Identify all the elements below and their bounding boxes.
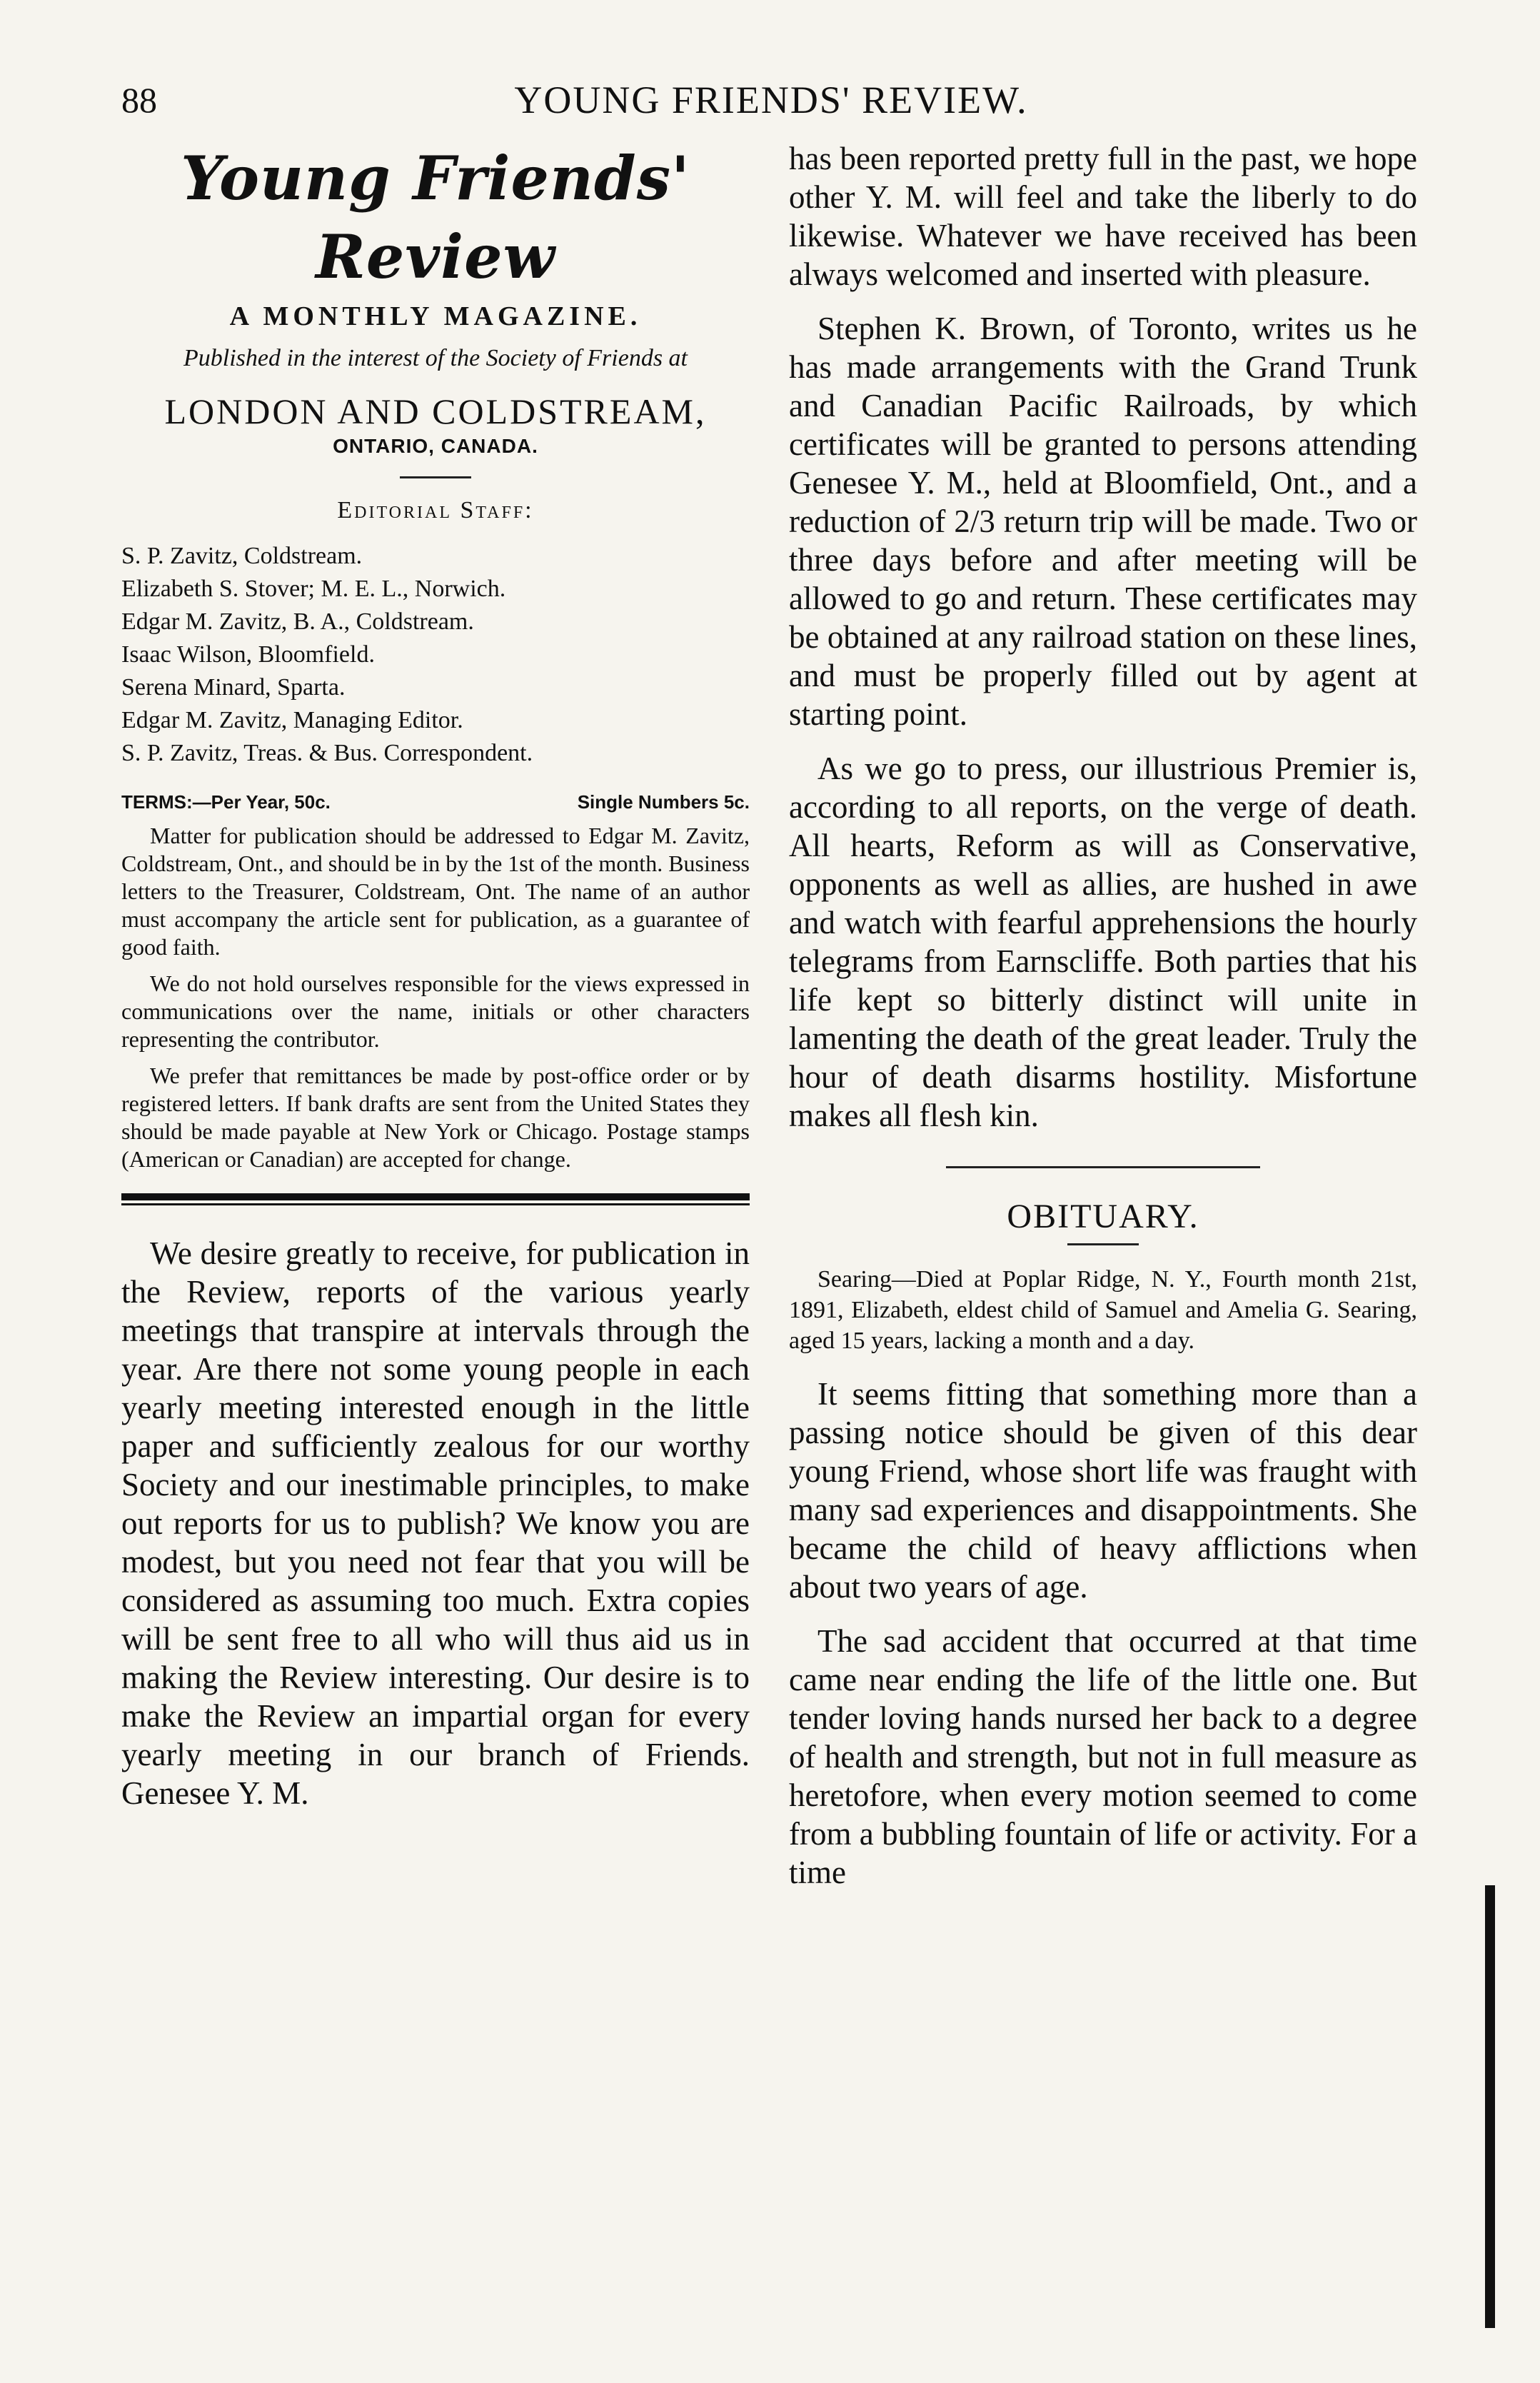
terms-single: Single Numbers 5c. [577,791,750,813]
staff-heading: Editorial Staff: [337,497,534,523]
left-column [121,139,750,1812]
margin-bar [1485,1885,1495,2328]
double-rule-thick [121,1193,750,1200]
staff-member: S. P. Zavitz, Coldstream. [121,543,363,569]
notice-paragraph: Matter for publication should be addressed to Edgar M. Zavitz, Coldstream, Ont., and should be in by the 1st of the month. Business letters to the Treasurer, Coldstream, Ont. The name of an author must accompany the article sent for publication, as a guarantee of good faith. [121,823,750,960]
editorial-paragraph: We desire greatly to receive, for publication in the Review, reports of the various yearly meetings that transpire at intervals through the year. Are there not some young people in each yearly meeting interested enough in the little paper and sufficiently zealous for our worthy Society and our inestimable principles, to make out reports for us to publish? We know you are modest, but you need not fear that you will be considered as assuming too much. Extra copies will be sent free to all who will thus aid us in making the Review interesting. Our desire is to make the Review an impartial organ for every yearly meeting in our branch of Friends. Genesee Y. M. [121,1235,750,1811]
staff-member: S. P. Zavitz, Treas. & Bus. Correspondent. [121,740,533,766]
obituary-heading: OBITUARY. [1007,1198,1199,1235]
staff-member: Elizabeth S. Stover; M. E. L., Norwich. [121,576,506,602]
staff-list [121,540,750,770]
obituary-paragraph: The sad accident that occurred at that time came near ending the life of the little one. But tender loving hands nursed her back to a degree of health and strength, but not in full measure as heretofore, when every motion seemed to come from a bubbling fountain of life or activity. For a time [789,1623,1417,1890]
double-rule-thin [121,1203,750,1205]
staff-member: Serena Minard, Sparta. [121,674,346,701]
notice-paragraph: We do not hold ourselves responsible for the views expressed in communications over the name, initials or other characters representing the contributor. [121,970,750,1052]
editorial-paragraph: Stephen K. Brown, of Toronto, writes us he has made arrangements with the Grand Trunk and Canadian Pacific Railroads, by which certificates will be granted to persons attending Genesee Y. M., held at Bloomfield, Ont., and a reduction of 2/3 return trip will be made. Two or three days before and after meeting will be allowed to go and return. These certificates may be obtained at any railroad station on these lines, and must be properly filled out by agent at starting point. [789,311,1417,732]
obituary-intro: Searing—Died at Poplar Ridge, N. Y., Fourth month 21st, 1891, Elizabeth, eldest child of Samuel and Amelia G. Searing, aged 15 years, lacking a month and a day. [789,1266,1417,1354]
divider [400,476,471,478]
masthead-title: Young Friends' Review [181,143,690,292]
published-line: Published in the interest of the Society of Friends at [183,345,688,371]
page-number: 88 [121,80,157,120]
publication-place: LONDON AND COLDSTREAM, [164,391,707,431]
obituary-paragraph: It seems fitting that something more than a passing notice should be given of this dear young Friend, whose short life was fraught with many sad experiences and disappointments. She became the child of heavy afflictions when about two years of age. [789,1376,1417,1605]
staff-member: Edgar M. Zavitz, B. A., Coldstream. [121,608,474,635]
editorial-paragraph: As we go to press, our illustrious Premier is, according to all reports, on the verge of death. All hearts, Reform as will as Conservative, opponents as well as allies, are hushed in awe and watch with fearful apprehensions the hourly telegrams from Earnscliffe. Both parties that his life kept so bitterly distinct will unite in lamenting the death of the great leader. Truly the hour of death disarms hostility. Misfortune makes all flesh kin. [789,751,1417,1133]
terms-line [121,791,750,813]
masthead-subtitle: A MONTHLY MAGAZINE. [229,301,642,331]
publication-country: ONTARIO, CANADA. [333,435,538,457]
divider [946,1166,1260,1168]
divider [1067,1243,1139,1245]
running-title: YOUNG FRIENDS' REVIEW. [514,79,1028,121]
staff-member: Isaac Wilson, Bloomfield. [121,641,375,668]
editorial-paragraph: has been reported pretty full in the past, we hope other Y. M. will feel and take the liberly to do likewise. Whatever we have received has been always welcomed and inserted with pleasure. [789,141,1417,292]
notice-paragraph: We prefer that remittances be made by post-office order or by registered letters. If bank drafts are sent from the United States they should be made payable at New York or Chicago. Postage stamps (American or Canadian) are accepted for change. [121,1063,750,1172]
right-column [789,139,1417,1892]
running-head [121,71,1421,129]
terms-per-year: TERMS:—Per Year, 50c. [121,791,331,813]
staff-member: Edgar M. Zavitz, Managing Editor. [121,707,463,733]
